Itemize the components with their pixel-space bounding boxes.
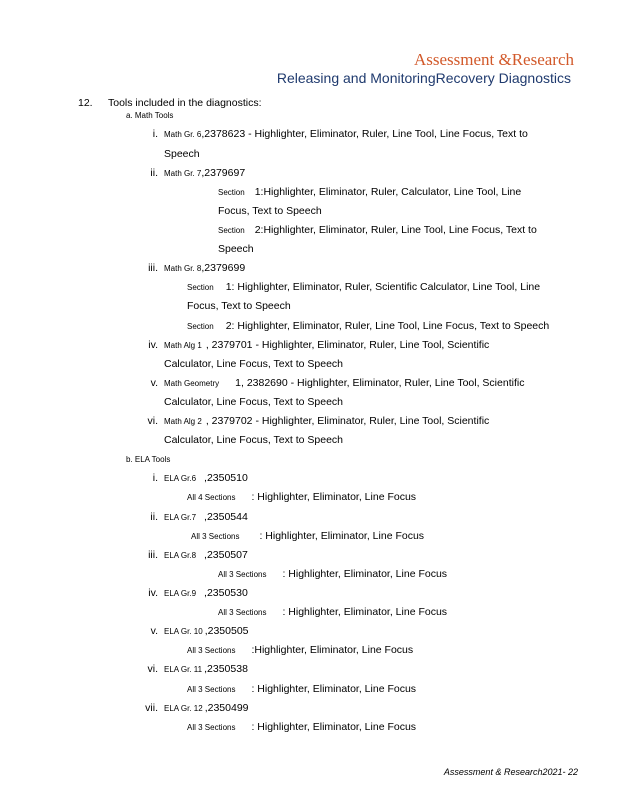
item-id: ,2350499: [204, 702, 249, 714]
ela-item-v: [142, 624, 249, 639]
sections-tools: : Highlighter, Eliminator, Line Focus: [251, 683, 417, 695]
item-12: [78, 96, 262, 110]
math-iii-section-1-cont: Focus, Text to Speech: [187, 300, 291, 312]
roman-numeral: ii.: [150, 511, 158, 523]
math-item-v-cont: Calculator, Line Focus, Text to Speech: [164, 396, 343, 408]
ela-item-vii: [142, 701, 249, 716]
sections-tools: : Highlighter, Eliminator, Line Focus: [282, 606, 448, 618]
item-head: Math Gr. 6: [164, 130, 202, 139]
ela-i-sections: [187, 490, 416, 505]
math-item-iv: [142, 338, 489, 353]
math-ii-section-2: [218, 223, 537, 238]
section-tools: 2:Highlighter, Eliminator, Ruler, Line Tool, Line Focus, Text to: [254, 224, 537, 236]
roman-numeral: i.: [152, 472, 158, 484]
section-tools: 1: Highlighter, Eliminator, Ruler, Scientific Calculator, Line Tool, Line: [225, 281, 541, 293]
item-id: ,2350510: [204, 472, 248, 484]
ela-item-iii: [142, 548, 248, 563]
ela-ii-sections: [191, 529, 424, 544]
sections-label: All 4 Sections: [187, 493, 236, 502]
ela-iii-sections: [218, 567, 447, 582]
math-item-vi-cont: Calculator, Line Focus, Text to Speech: [164, 434, 343, 446]
roman-numeral: v.: [150, 377, 158, 389]
math-ii-section-1: [218, 185, 521, 200]
item-head: Math Alg 2: [164, 417, 202, 426]
item-id: ,2350530: [204, 587, 248, 599]
roman-numeral: v.: [150, 625, 158, 637]
math-iii-section-2: [187, 319, 549, 334]
item-head: ELA Gr.6: [164, 474, 197, 483]
header-title: Assessment &Research: [413, 50, 574, 69]
ela-item-ii: [142, 510, 248, 525]
ela-item-vi: [142, 662, 248, 677]
sections-tools: : Highlighter, Eliminator, Line Focus: [259, 530, 425, 542]
section-label: Section: [187, 322, 214, 331]
sections-label: All 3 Sections: [187, 646, 236, 655]
ela-v-sections: [187, 643, 413, 658]
roman-numeral: iii.: [148, 549, 158, 561]
item-head: Math Alg 1: [164, 341, 202, 350]
item-head: ELA Gr. 11: [164, 665, 203, 674]
roman-numeral: iv.: [148, 587, 158, 599]
section-tools: 2: Highlighter, Eliminator, Ruler, Line Tool, Line Focus, Text to Speech: [225, 320, 550, 332]
item-head: ELA Gr. 12: [164, 704, 203, 713]
item-head: Math Gr. 8: [164, 264, 202, 273]
item-head: Math Geometry: [164, 379, 220, 388]
sections-tools: : Highlighter, Eliminator, Line Focus: [282, 568, 448, 580]
roman-numeral: iii.: [148, 262, 158, 274]
roman-numeral: vii.: [145, 702, 158, 714]
item-head: ELA Gr.7: [164, 513, 197, 522]
item-head: ELA Gr.8: [164, 551, 197, 560]
sections-label: All 3 Sections: [187, 723, 236, 732]
item-id: ,2350538: [204, 663, 248, 675]
item-head: ELA Gr.9: [164, 589, 197, 598]
math-ii-section-1-cont: Focus, Text to Speech: [218, 205, 322, 217]
ela-item-iv: [142, 586, 248, 601]
item-line: ,2379699: [201, 262, 246, 274]
item-id: ,2350507: [204, 549, 248, 561]
item-line: , 2379701 - Highlighter, Eliminator, Ruler, Line Tool, Scientific: [205, 339, 490, 351]
ela-tools-label: b. ELA Tools: [126, 455, 171, 464]
item-id: ,2350505: [204, 625, 249, 637]
item-number: 12.: [78, 97, 93, 109]
math-item-iii: [142, 261, 245, 276]
item-line: , 2379702 - Highlighter, Eliminator, Ruler, Line Tool, Scientific: [205, 415, 490, 427]
roman-numeral: i.: [152, 128, 158, 140]
sections-label: All 3 Sections: [191, 532, 240, 541]
header-subtitle: Releasing and MonitoringRecovery Diagnostics: [276, 70, 571, 86]
math-tools-label: a. Math Tools: [126, 111, 174, 120]
section-tools: 1:Highlighter, Eliminator, Ruler, Calculator, Line Tool, Line: [254, 186, 522, 198]
item-head: ELA Gr. 10: [164, 627, 203, 636]
item-head: Math Gr. 7: [164, 169, 202, 178]
section-label: Section: [218, 188, 245, 197]
math-item-ii: [142, 166, 245, 181]
item-line: ,2378623 - Highlighter, Eliminator, Ruler, Line Tool, Line Focus, Text to: [201, 128, 528, 140]
section-label: Section: [187, 283, 214, 292]
math-item-i: [142, 127, 528, 142]
sections-tools: :Highlighter, Eliminator, Line Focus: [251, 644, 414, 656]
item-text: Tools included in the diagnostics:: [108, 97, 262, 109]
ela-item-i: [142, 471, 248, 486]
roman-numeral: vi.: [147, 663, 158, 675]
page-footer: Assessment & Research2021- 22: [443, 767, 578, 777]
roman-numeral: ii.: [150, 167, 158, 179]
ela-vi-sections: [187, 682, 416, 697]
sections-label: All 3 Sections: [218, 570, 267, 579]
sections-tools: : Highlighter, Eliminator, Line Focus: [251, 491, 417, 503]
ela-vii-sections: [187, 720, 416, 735]
item-line: 1, 2382690 - Highlighter, Eliminator, Ruler, Line Tool, Scientific: [235, 377, 525, 389]
sections-label: All 3 Sections: [187, 685, 236, 694]
roman-numeral: vi.: [147, 415, 158, 427]
item-id: ,2350544: [204, 511, 248, 523]
ela-iv-sections: [218, 605, 447, 620]
section-label: Section: [218, 226, 245, 235]
item-line: ,2379697: [201, 167, 246, 179]
sections-tools: : Highlighter, Eliminator, Line Focus: [251, 721, 417, 733]
sections-label: All 3 Sections: [218, 608, 267, 617]
math-item-iv-cont: Calculator, Line Focus, Text to Speech: [164, 358, 343, 370]
roman-numeral: iv.: [148, 339, 158, 351]
math-item-i-cont: Speech: [164, 148, 200, 160]
math-item-vi: [142, 414, 489, 429]
math-item-v: [142, 376, 524, 391]
math-ii-section-2-cont: Speech: [218, 243, 254, 255]
math-iii-section-1: [187, 280, 540, 295]
